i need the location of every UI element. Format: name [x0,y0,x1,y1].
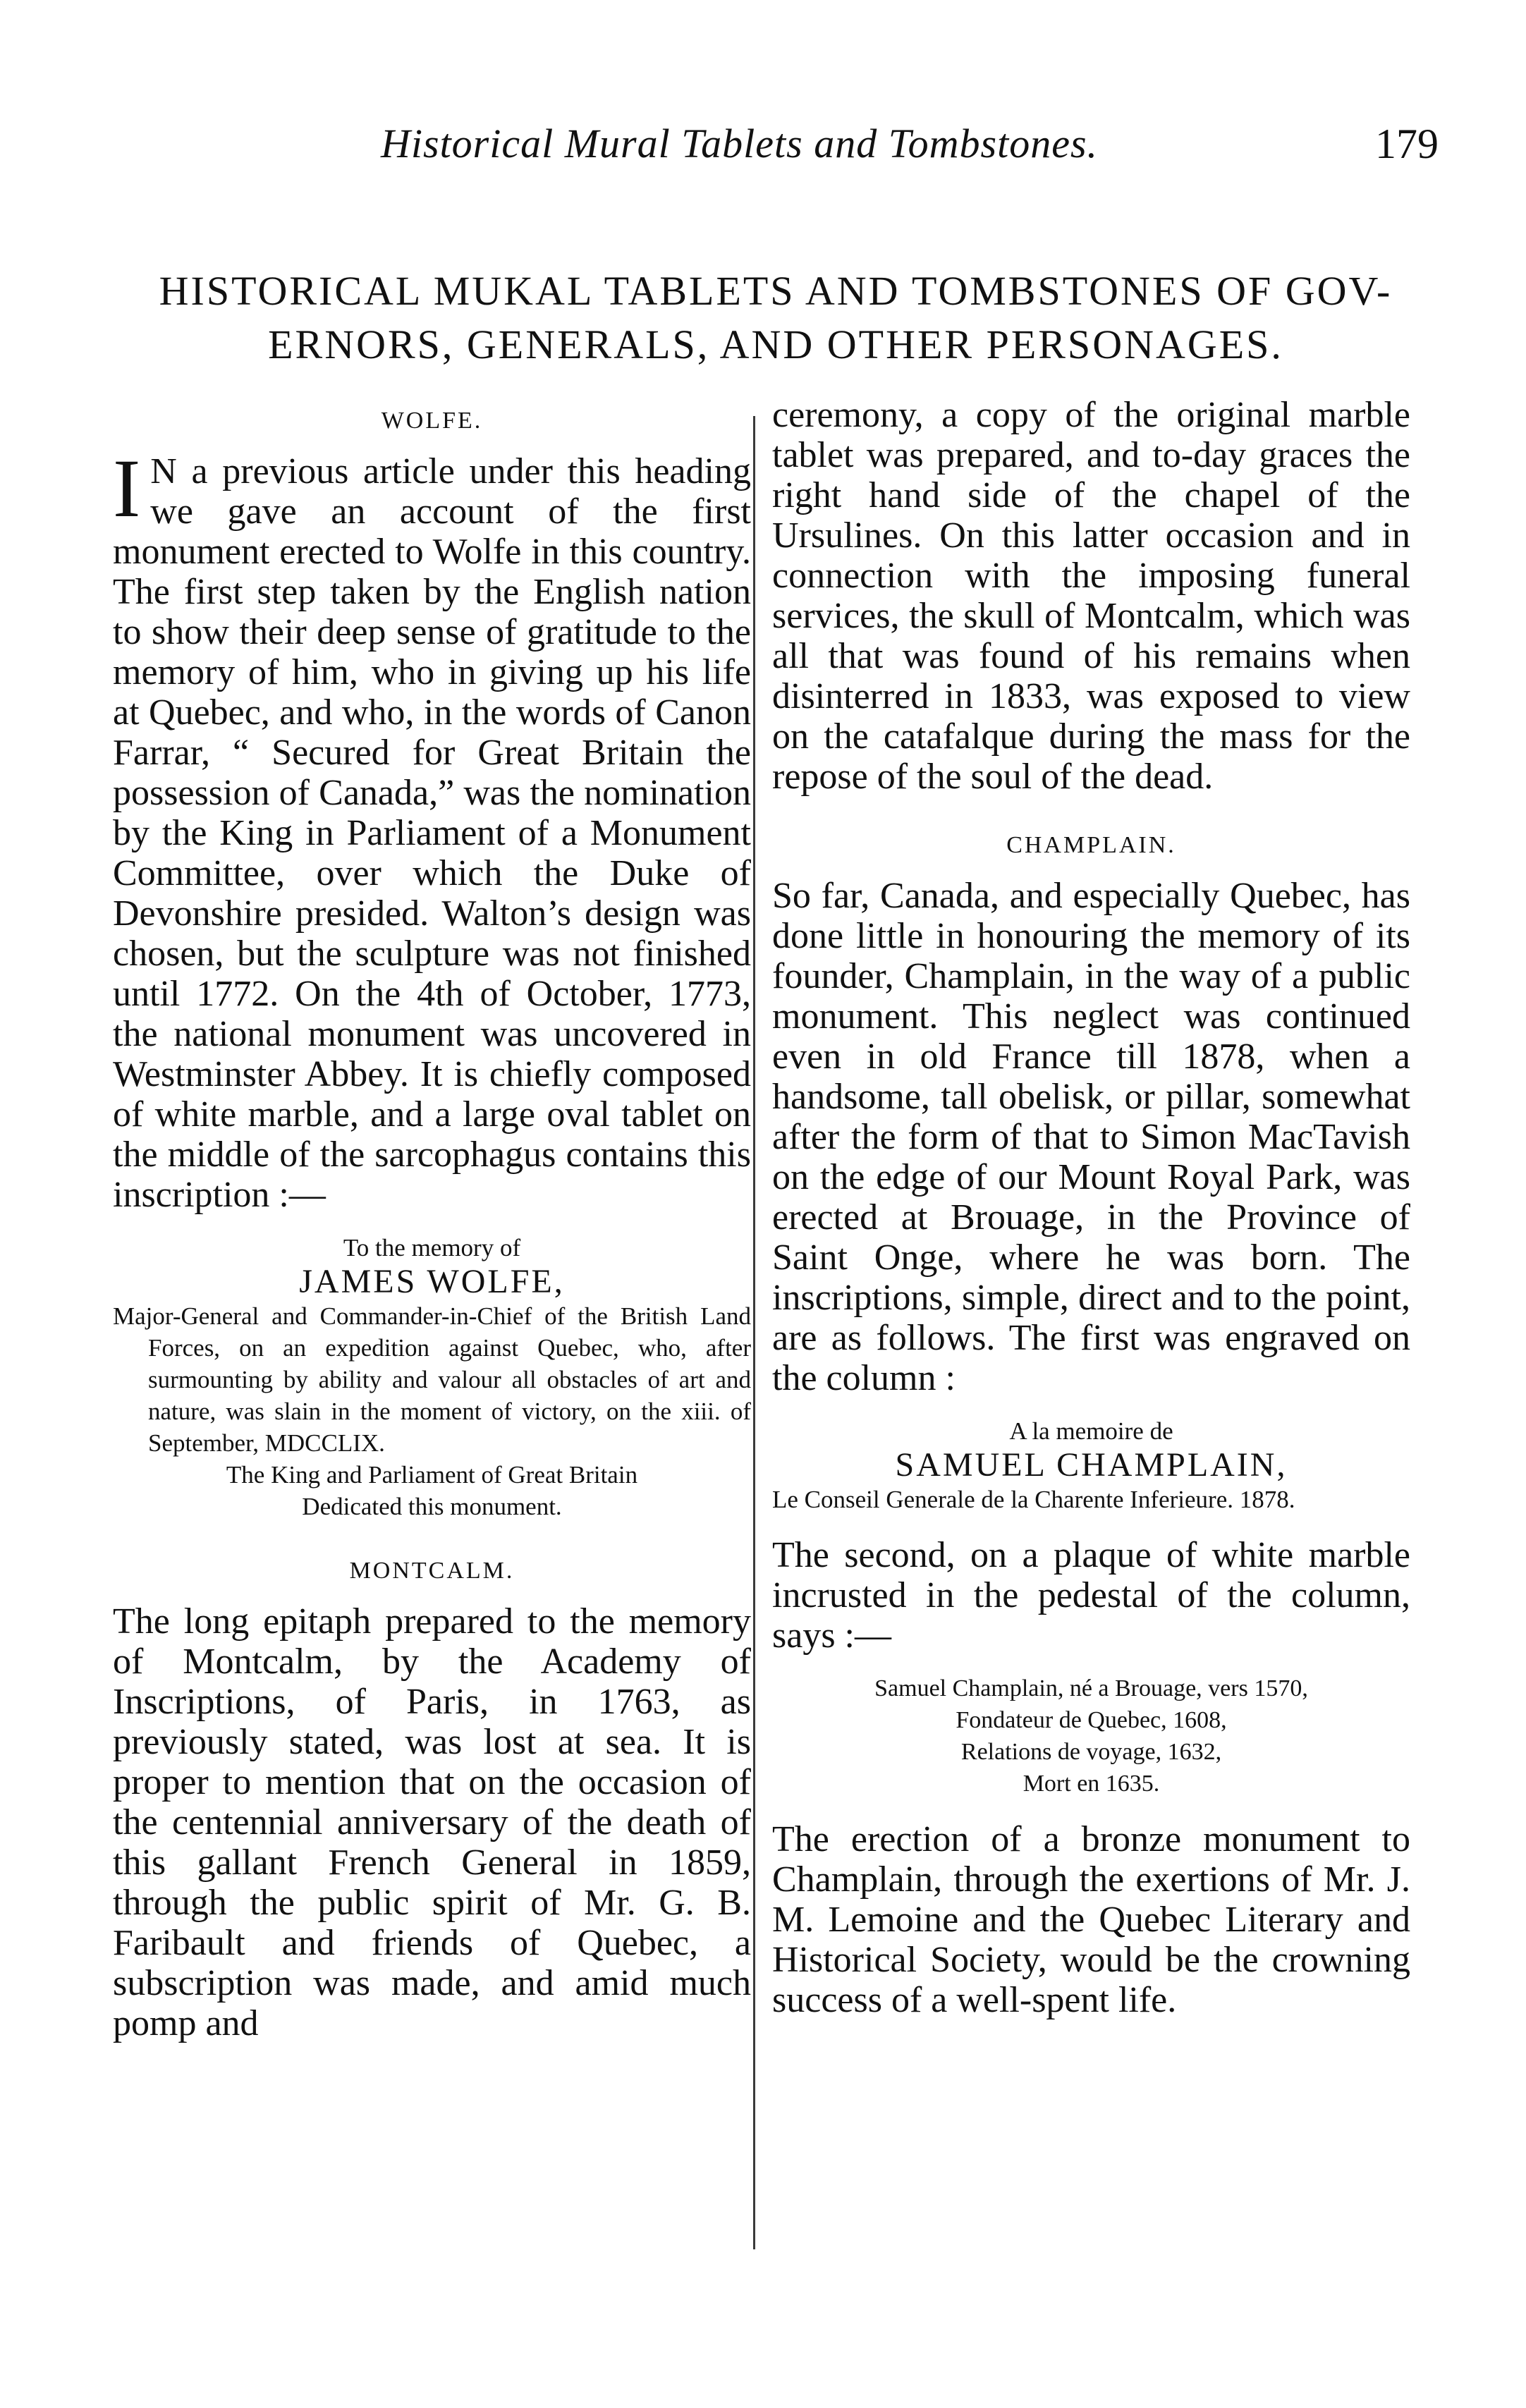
champlain-inscription-2-line-3: Relations de voyage, 1632, [960,1739,1222,1765]
article-title-line-2: ERNORS, GENERALS, AND OTHER PERSONAGES. [268,322,1283,367]
wolfe-inscription [113,1232,751,1522]
montcalm-paragraph-left: The long epitaph prepared to the memory of Montcalm, by the Academy of Inscriptions, of Paris, in 1763, as previously stated, was lost at sea. It is proper to mention that on the occasion of the centennial anniversary of the death of this gallant French General in 1859, through the public spirit of Mr. G. B. Faribault and friends of Quebec, a subscription was made, and amid much pomp and [113,1601,751,2043]
champlain-paragraph-3: The erection of a bronze monument to Champlain, through the exertions of Mr. J. M. Lemoine and the Quebec Literary and Historical Society, would be the crowning success of a well-spent life. [772,1819,1410,2020]
article-title [113,264,1439,372]
champlain-inscription-2 [772,1673,1410,1799]
champlain-inscription-1-line-1: A la memoire de [1009,1417,1173,1445]
champlain-inscription-1 [772,1415,1410,1515]
champlain-paragraph-1: So far, Canada, and especially Quebec, has done little in honouring the memory of its founder, Champlain, in the way of a public monument. This neglect was continued even in old France till 1878, when a handsome, tall obelisk, or pillar, somewhat after the form of that to Simon MacTavish on the edge of our Mount Royal Park, was erected at Brouage, in the Province of Saint Onge, where he was born. The inscriptions, simple, direct and to the point, are as follows. The first was engraved on the column : [772,876,1410,1398]
champlain-inscription-1-name: SAMUEL CHAMPLAIN, [895,1446,1288,1484]
champlain-inscription-1-body: Le Conseil Generale de la Charente Inferieure. 1878. [772,1486,1295,1513]
page-number: 179 [1375,121,1439,167]
montcalm-paragraph-right: ceremony, a copy of the original marble tablet was prepared, and to-day graces the right hand side of the chapel of the Ursulines. On this latter occasion and in connection with the imposing funeral services, the skull of Montcalm, which was all that was found of his remains when disinterred in 1833, was exposed to view on the catafalque during the mass for the repose of the soul of the dead. [772,395,1410,797]
wolfe-paragraph [113,442,751,1215]
wolfe-inscription-line-1: To the memory of [343,1234,521,1261]
running-title: Historical Mural Tablets and Tombstones. [381,121,1099,166]
wolfe-inscription-dedicated: Dedicated this monument. [302,1493,562,1520]
wolfe-inscription-name: JAMES WOLFE, [299,1263,565,1300]
left-column [113,395,751,2043]
drop-cap: I [113,442,141,534]
running-header [113,120,1439,176]
section-heading-champlain: CHAMPLAIN. [1006,832,1176,858]
wolfe-inscription-king: The King and Parliament of Great Britain [226,1461,638,1489]
wolfe-paragraph-text: N a previous article under this heading we gave an account of the first monument erected to Wolfe in this country. The first step taken by the English nation to show their deep sense of gratitude to the memory of him, who in giving up his life at Quebec, and who, in the words of Canon Farrar, “ Secured for Great Britain the possession of Canada,” was the nomination by the King in Parliament of a Monument Committee, over which the Duke of Devonshire presided. Walton’s design was chosen, but the sculpture was not finished until 1772. On the 4th of October, 1773, the national monument was uncovered in Westminster Abbey. It is chiefly composed of white marble, and a large oval tablet on the middle of the sarcophagus contains this inscription :— [113,451,751,1215]
wolfe-inscription-body: Major-General and Commander-in-Chief of the British Land Forces, on an expedition against Quebec, who, after surmounting by ability and valour all obstacles of art and nature, was slain in the moment of victory, on the xiii. of September, MDCCLIX. [113,1302,751,1457]
right-column [772,395,1410,2020]
champlain-inscription-2-line-4: Mort en 1635. [1023,1771,1160,1797]
column-divider [753,416,755,2249]
section-heading-montcalm: MONTCALM. [349,1558,515,1584]
article-title-line-1: HISTORICAL MUKAL TABLETS AND TOMBSTONES OF GOV- [159,268,1393,314]
champlain-inscription-2-line-1: Samuel Champlain, né a Brouage, vers 1570, [874,1675,1308,1701]
champlain-paragraph-2: The second, on a plaque of white marble incrusted in the pedestal of the column, says :— [772,1535,1410,1656]
champlain-inscription-2-line-2: Fondateur de Quebec, 1608, [956,1707,1227,1733]
section-heading-wolfe: WOLFE. [381,408,483,434]
